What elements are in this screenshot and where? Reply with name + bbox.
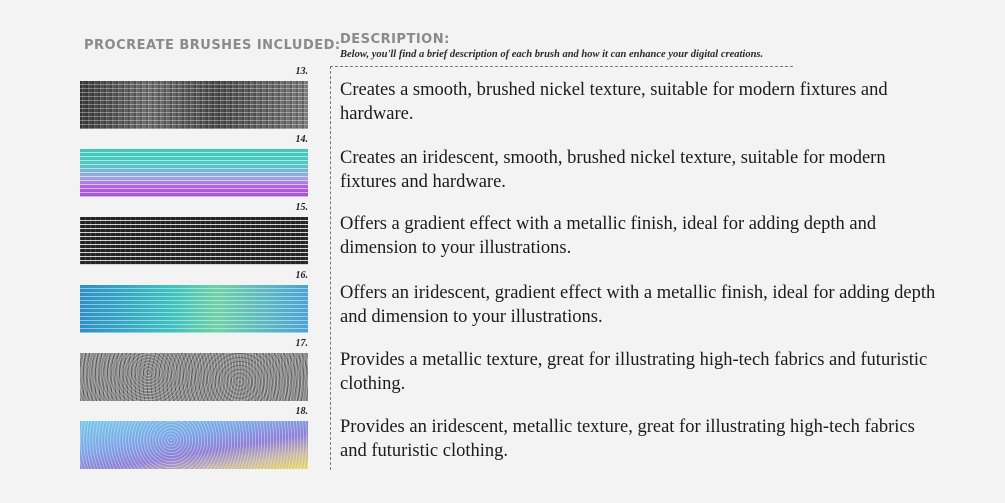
brush-description-14: Creates an iridescent, smooth, brushed nickel texture, suitable for modern fixtures and hardware. bbox=[340, 148, 886, 192]
brush-number-18: 18. bbox=[295, 406, 308, 417]
brush-swatch-13 bbox=[80, 81, 308, 129]
brush-description-16: Offers an iridescent, gradient effect with a metallic finish, ideal for adding depth and dimension to your illustrations. bbox=[340, 283, 936, 327]
brush-swatch-14 bbox=[80, 149, 308, 197]
brush-swatch-15 bbox=[80, 217, 308, 265]
brush-description-17: Provides a metallic texture, great for illustrating high-tech fabrics and futuristic clothing. bbox=[340, 350, 928, 394]
brush-swatch-18 bbox=[80, 421, 308, 469]
horizontal-divider bbox=[330, 66, 793, 67]
brush-swatch-17 bbox=[80, 353, 308, 401]
brush-number-16: 16. bbox=[295, 270, 308, 281]
brush-description-13: Creates a smooth, brushed nickel texture, suitable for modern fixtures and hardware. bbox=[340, 80, 888, 124]
vertical-divider bbox=[330, 66, 331, 470]
brush-number-15: 15. bbox=[295, 202, 308, 213]
brush-description-18: Provides an iridescent, metallic texture, great for illustrating high-tech fabrics and futuristic clothing. bbox=[340, 417, 915, 461]
brush-swatch-16 bbox=[80, 285, 308, 333]
brushes-included-heading: PROCREATE BRUSHES INCLUDED: bbox=[84, 38, 341, 53]
brush-description-15: Offers a gradient effect with a metallic finish, ideal for adding depth and dimension to your illustrations. bbox=[340, 214, 877, 258]
description-heading: DESCRIPTION: bbox=[340, 32, 450, 47]
brush-number-14: 14. bbox=[295, 134, 308, 145]
brush-number-13: 13. bbox=[295, 66, 308, 77]
description-subtitle: Below, you'll find a brief description of each brush and how it can enhance your digital creations. bbox=[340, 49, 764, 60]
brush-number-17: 17. bbox=[295, 338, 308, 349]
